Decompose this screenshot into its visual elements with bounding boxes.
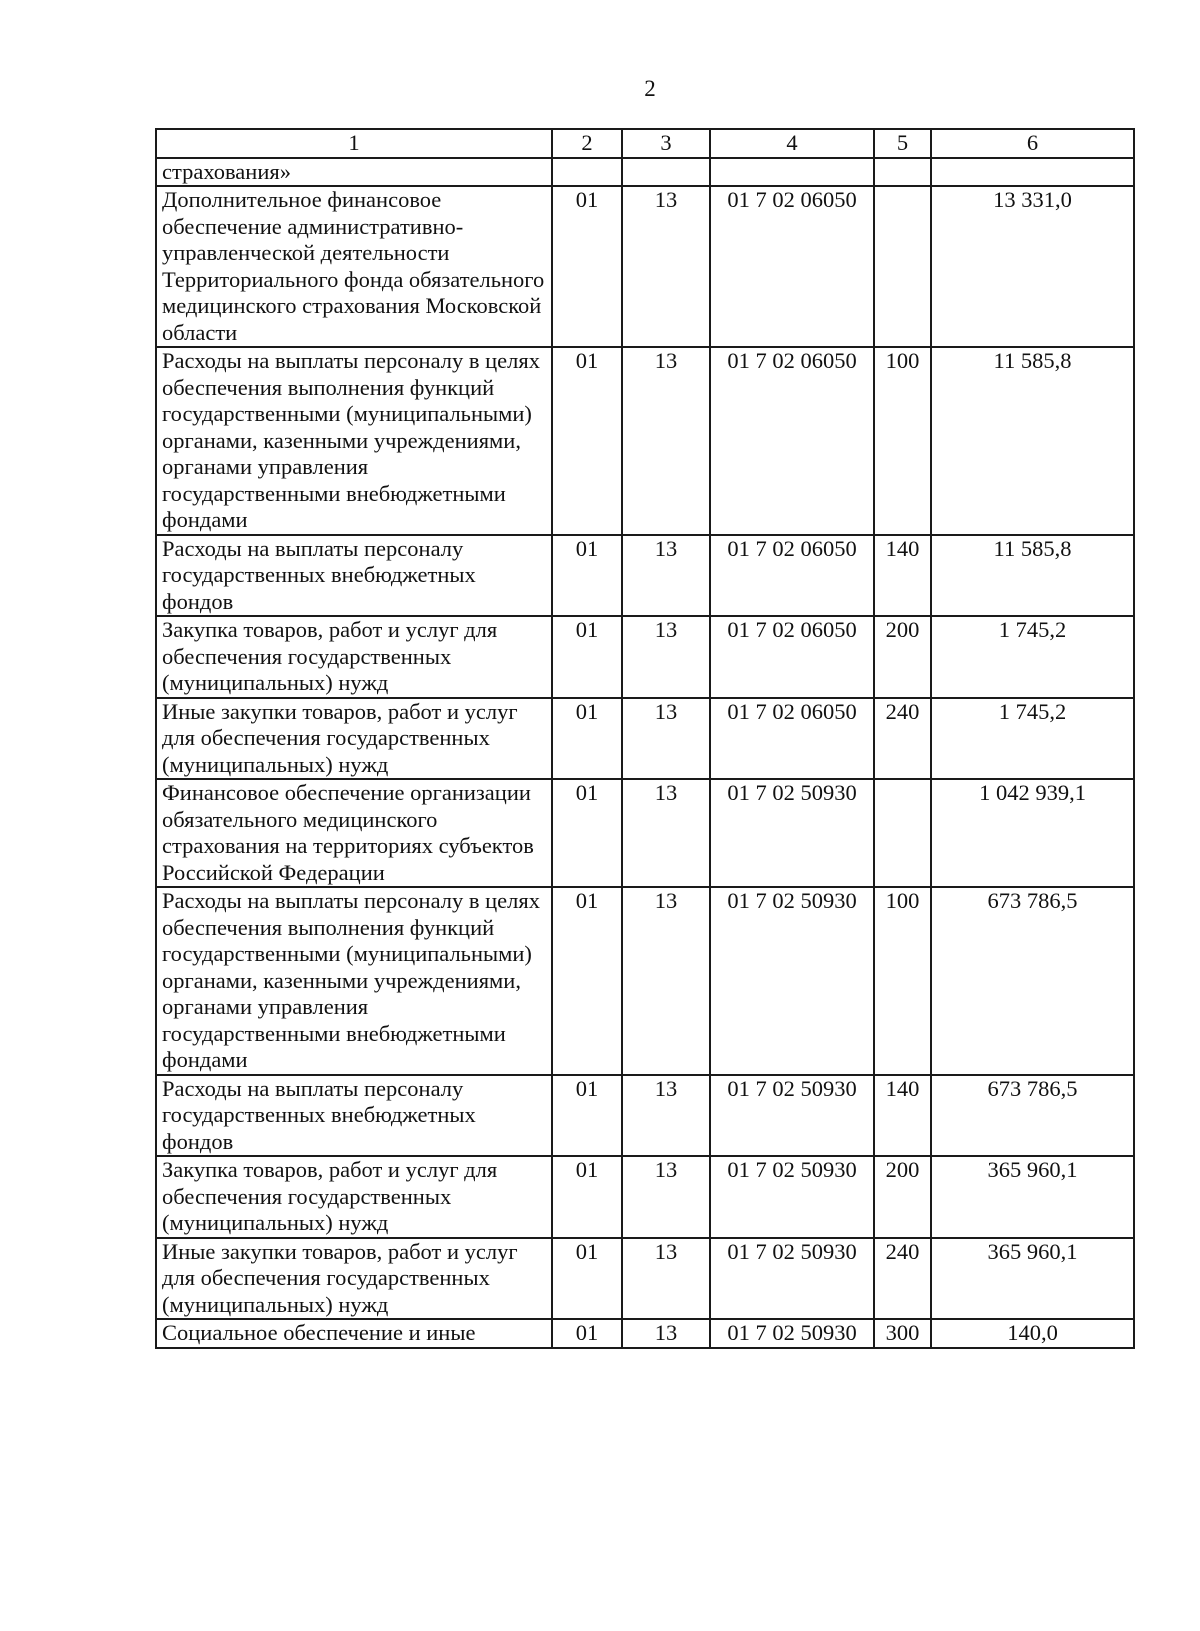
row-amount: 11 585,8 — [931, 535, 1134, 617]
row-name: Иные закупки товаров, работ и услуг для обеспечения государственных (муниципальных) нужд — [156, 1238, 552, 1320]
table-row — [156, 186, 1134, 347]
row-name: Закупка товаров, работ и услуг для обеспечения государственных (муниципальных) нужд — [156, 616, 552, 698]
table-row — [156, 347, 1134, 535]
row-expense-type: 300 — [874, 1319, 931, 1348]
row-target-article: 01 7 02 06050 — [710, 347, 874, 535]
row-subsection: 13 — [622, 1075, 710, 1157]
table-row — [156, 1319, 1134, 1348]
row-target-article: 01 7 02 06050 — [710, 616, 874, 698]
row-name: Расходы на выплаты персоналу в целях обеспечения выполнения функций государственными (муниципальными) органами, казенными учреждениями, органами управления государственными внебюджетными фондами — [156, 347, 552, 535]
row-section: 01 — [552, 1319, 622, 1348]
row-expense-type: 140 — [874, 1075, 931, 1157]
column-header-5: 5 — [874, 129, 931, 158]
row-subsection: 13 — [622, 1156, 710, 1238]
row-subsection: 13 — [622, 779, 710, 887]
row-expense-type: 240 — [874, 698, 931, 780]
row-subsection: 13 — [622, 347, 710, 535]
budget-table — [155, 128, 1135, 1349]
table-row — [156, 535, 1134, 617]
table-row — [156, 887, 1134, 1075]
row-expense-type: 240 — [874, 1238, 931, 1320]
table-row — [156, 616, 1134, 698]
row-expense-type: 200 — [874, 1156, 931, 1238]
row-name: Закупка товаров, работ и услуг для обеспечения государственных (муниципальных) нужд — [156, 1156, 552, 1238]
row-target-article: 01 7 02 06050 — [710, 698, 874, 780]
row-target-article: 01 7 02 06050 — [710, 186, 874, 347]
row-name: Социальное обеспечение и иные — [156, 1319, 552, 1348]
row-name: Расходы на выплаты персоналу государственных внебюджетных фондов — [156, 535, 552, 617]
table-row — [156, 1075, 1134, 1157]
table-row — [156, 1238, 1134, 1320]
row-section: 01 — [552, 616, 622, 698]
row-expense-type — [874, 186, 931, 347]
row-amount: 365 960,1 — [931, 1156, 1134, 1238]
row-target-article: 01 7 02 50930 — [710, 1156, 874, 1238]
row-amount: 673 786,5 — [931, 1075, 1134, 1157]
row-amount: 1 745,2 — [931, 698, 1134, 780]
row-expense-type: 140 — [874, 535, 931, 617]
column-header-3: 3 — [622, 129, 710, 158]
row-subsection: 13 — [622, 1238, 710, 1320]
row-expense-type — [874, 779, 931, 887]
row-section: 01 — [552, 779, 622, 887]
row-amount: 140,0 — [931, 1319, 1134, 1348]
row-amount: 13 331,0 — [931, 186, 1134, 347]
header-row — [156, 129, 1134, 158]
row-name: Дополнительное финансовое обеспечение административно-управленческой деятельности Территориального фонда обязательного медицинского страхования Московской области — [156, 186, 552, 347]
row-subsection: 13 — [622, 698, 710, 780]
row-target-article: 01 7 02 50930 — [710, 1238, 874, 1320]
row-amount: 673 786,5 — [931, 887, 1134, 1075]
row-subsection: 13 — [622, 186, 710, 347]
column-header-1: 1 — [156, 129, 552, 158]
table-row — [156, 698, 1134, 780]
row-amount: 1 042 939,1 — [931, 779, 1134, 887]
row-amount: 1 745,2 — [931, 616, 1134, 698]
column-header-4: 4 — [710, 129, 874, 158]
row-name: Иные закупки товаров, работ и услуг для обеспечения государственных (муниципальных) нужд — [156, 698, 552, 780]
row-target-article: 01 7 02 50930 — [710, 1075, 874, 1157]
table-row — [156, 779, 1134, 887]
row-subsection: 13 — [622, 535, 710, 617]
table-row — [156, 1156, 1134, 1238]
row-name: Финансовое обеспечение организации обязательного медицинского страхования на территориях субъектов Российской Федерации — [156, 779, 552, 887]
row-subsection: 13 — [622, 1319, 710, 1348]
column-header-6: 6 — [931, 129, 1134, 158]
row-section: 01 — [552, 186, 622, 347]
row-target-article: 01 7 02 50930 — [710, 887, 874, 1075]
row-section: 01 — [552, 1238, 622, 1320]
row-subsection: 13 — [622, 616, 710, 698]
row-section: 01 — [552, 347, 622, 535]
row-expense-type: 100 — [874, 887, 931, 1075]
row-amount: 11 585,8 — [931, 347, 1134, 535]
row-section: 01 — [552, 698, 622, 780]
row-target-article: 01 7 02 06050 — [710, 535, 874, 617]
row-target-article: 01 7 02 50930 — [710, 779, 874, 887]
row-expense-type: 100 — [874, 347, 931, 535]
row-expense-type: 200 — [874, 616, 931, 698]
continuation-row — [156, 158, 1134, 187]
row-name: Расходы на выплаты персоналу государственных внебюджетных фондов — [156, 1075, 552, 1157]
row-section: 01 — [552, 887, 622, 1075]
row-subsection: 13 — [622, 887, 710, 1075]
row-section: 01 — [552, 1075, 622, 1157]
continuation-text: страхования» — [156, 158, 552, 187]
row-name: Расходы на выплаты персоналу в целях обеспечения выполнения функций государственными (муниципальными) органами, казенными учреждениями, органами управления государственными внебюджетными фондами — [156, 887, 552, 1075]
page-number: 2 — [644, 76, 656, 101]
column-header-2: 2 — [552, 129, 622, 158]
row-amount: 365 960,1 — [931, 1238, 1134, 1320]
row-section: 01 — [552, 535, 622, 617]
row-section: 01 — [552, 1156, 622, 1238]
row-target-article: 01 7 02 50930 — [710, 1319, 874, 1348]
